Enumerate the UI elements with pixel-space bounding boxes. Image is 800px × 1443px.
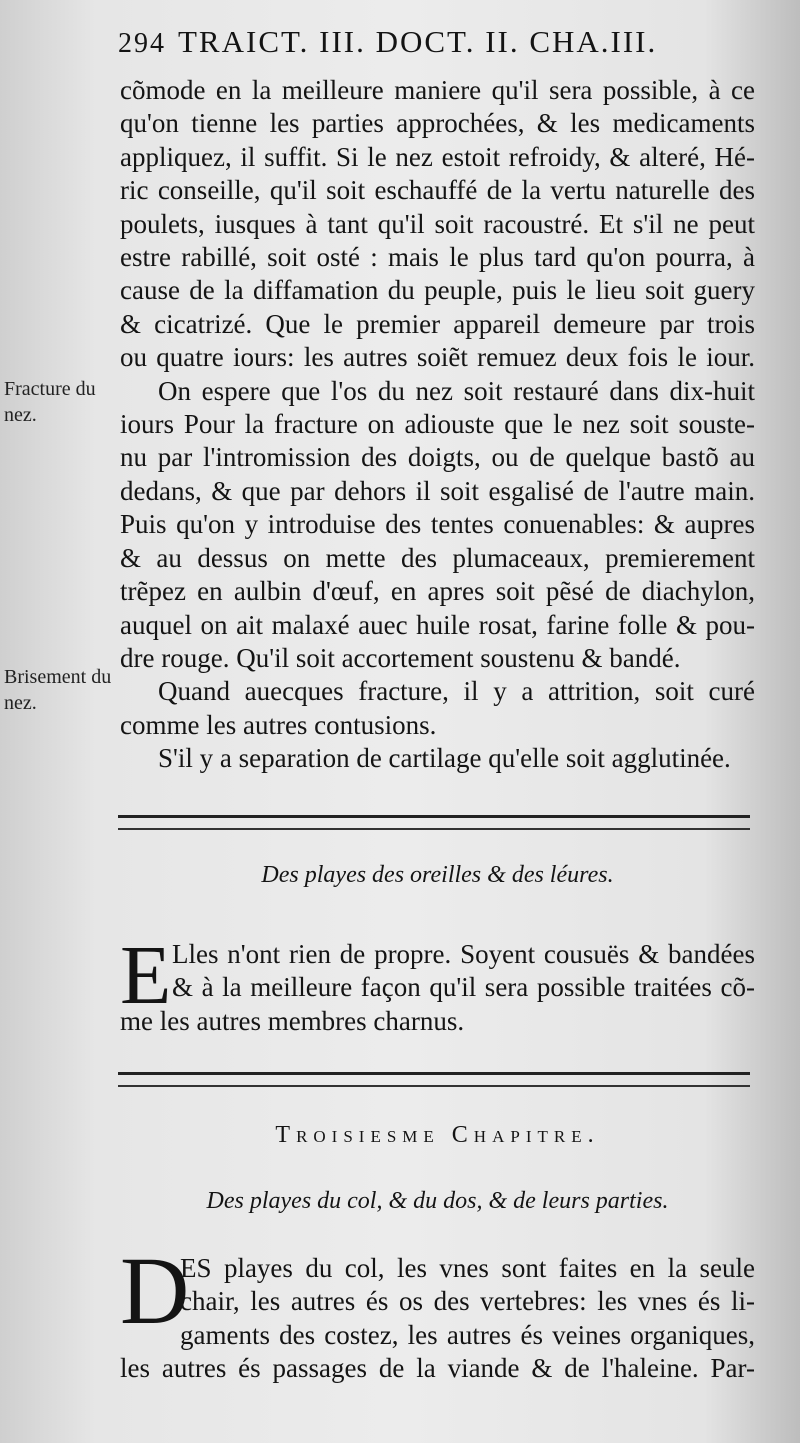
section-title: Des playes des oreilles & des léures.: [261, 862, 614, 888]
text-line: S'il y a separation de cartilage qu'elle soit agglutinée.: [158, 743, 731, 774]
text-line: cõmode en la meilleure maniere qu'il sera possible, à ce: [120, 75, 755, 105]
text-line: nu par l'intromission des doigts, ou de quelque bastõ au: [120, 442, 755, 473]
drop-cap: E: [120, 929, 172, 1022]
text-line: auquel on ait malaxé auec huile rosat, farine folle & pou-: [120, 609, 755, 640]
text-line: On espere que l'os du nez soit restauré dans dix-huit: [158, 375, 755, 406]
text-line: iours Pour la fracture on adiouste que le nez soit souste-: [120, 409, 755, 440]
ornamental-rule: [118, 815, 750, 830]
text-line: comme les autres contusions.: [120, 709, 437, 740]
text-line: Quand auecques fracture, il y a attrition, soit curé: [158, 676, 755, 707]
running-title: TRAICT. III. DOCT. II. CHA.III.: [178, 24, 658, 59]
running-header: [118, 24, 758, 64]
text-line: cause de la diffamation du peuple, puis le lieu soit guery: [120, 275, 755, 306]
text-line: gaments des costez, les autres és veines organiques,: [180, 1319, 755, 1350]
text-line: & à la meilleure façon qu'il sera possible traitées cõ-: [172, 972, 755, 1003]
text-line: ou quatre iours: les autres soiẽt remuez deux fois le iour.: [120, 342, 755, 373]
section2-last-line: [120, 1005, 755, 1038]
section2-first-lines: [172, 938, 755, 1005]
text-line: estre rabillé, soit osté : mais le plus tard qu'on pourra, à: [120, 242, 755, 273]
chapter-last-line: [120, 1352, 755, 1385]
text-line: qu'on tienne les parties approchées, & les medicaments: [120, 108, 755, 139]
chapter-subtitle: Des playes du col, & du dos, & de leurs parties.: [206, 1188, 669, 1214]
text-line: & cicatrizé. Que le premier appareil demeure par trois: [120, 308, 755, 339]
drop-cap: D: [120, 1237, 190, 1344]
margin-note-fracture: Fracture du nez.: [4, 378, 96, 426]
page-number: 294: [118, 28, 166, 59]
text-line: & au dessus on mette des plumaceaux, premierement: [120, 542, 755, 573]
text-line: dre rouge. Qu'il soit accortement soustenu & bandé.: [120, 642, 681, 673]
text-line: ES playes du col, les vnes sont faites en la seule: [180, 1253, 755, 1283]
section1-text: [120, 74, 755, 776]
text-line: dedans, & que par dehors il soit esgalisé de l'autre main.: [120, 475, 755, 506]
text-line: me les autres membres charnus.: [120, 1006, 465, 1036]
text-line: chair, les autres és os des vertebres: les vnes és li-: [180, 1286, 755, 1317]
text-line: Puis qu'on y introduise des tentes conuenables: & aupres: [120, 509, 755, 540]
text-line: trẽpez en aulbin d'œuf, en apres soit pẽsé de diachylon,: [120, 576, 755, 607]
ornamental-rule: [118, 1072, 750, 1087]
text-line: Lles n'ont rien de propre. Soyent cousuës & bandées: [172, 939, 755, 969]
chapter-first-lines: [180, 1252, 755, 1352]
text-line: les autres és passages de la viande & de l'haleine. Par-: [120, 1353, 755, 1383]
chapter-title: Troisiesme Chapitre.: [275, 1122, 600, 1148]
text-line: poulets, iusques à tant qu'il soit racoustré. Et s'il ne peut: [120, 208, 755, 239]
margin-note-brisement: Brisement du nez.: [4, 666, 112, 714]
text-line: ric conseille, qu'il soit eschauffé de la vertu naturelle des: [120, 175, 755, 206]
text-line: appliquez, il suffit. Si le nez estoit refroidy, & alteré, Hé-: [120, 141, 755, 172]
